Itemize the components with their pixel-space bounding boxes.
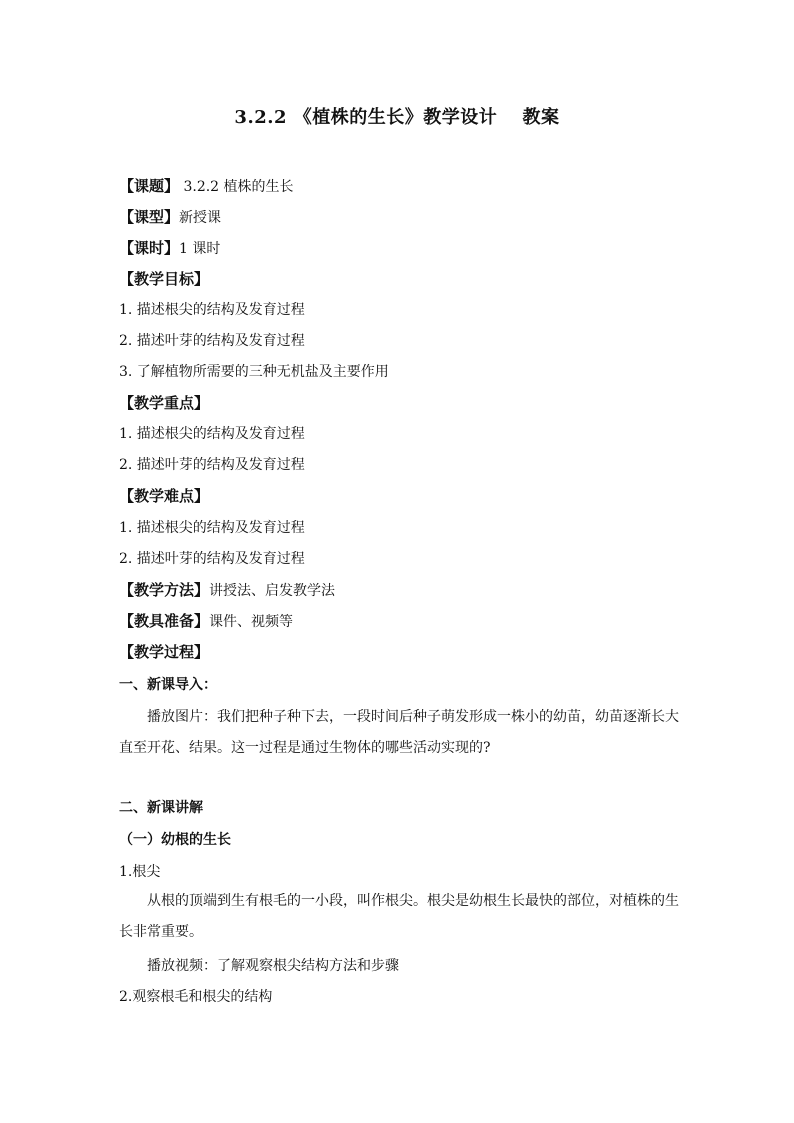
- item-root-tip-video-note: 播放视频：了解观察根尖结构方法和步骤: [147, 958, 399, 974]
- tools-row: [119, 611, 699, 632]
- section-lecture-title: 二、新课讲解: [119, 800, 203, 816]
- section-intro-title: 一、新课导入：: [119, 677, 217, 693]
- lesson-hours-label: 【课时】: [119, 239, 180, 257]
- lesson-hours-row: [119, 238, 699, 259]
- item-root-tip-paragraph: 从根的顶端到生有根毛的一小段，叫作根尖。根尖是幼根生长最快的部位，对植株的生长非常重要。: [119, 893, 679, 940]
- objective-item: 1. 描述根尖的结构及发育过程: [119, 302, 305, 318]
- methods-row: [119, 580, 699, 601]
- methods-value: 讲授法、启发教学法: [209, 583, 336, 599]
- difficulty-item: 2. 描述叶芽的结构及发育过程: [119, 551, 305, 567]
- difficulty-item: 1. 描述根尖的结构及发育过程: [119, 520, 305, 536]
- document-title: 3.2.2 《植株的生长》教学设计 教案: [234, 107, 560, 128]
- topic-row: [119, 176, 699, 197]
- tools-value: 课件、视频等: [209, 614, 294, 630]
- item-observe-title: 2.观察根毛和根尖的结构: [119, 989, 273, 1005]
- objective-item: 2. 描述叶芽的结构及发育过程: [119, 333, 305, 349]
- keypoint-item: 2. 描述叶芽的结构及发育过程: [119, 457, 305, 473]
- topic-label: 【课题】: [119, 177, 180, 195]
- objective-item: 3. 了解植物所需要的三种无机盐及主要作用: [119, 364, 389, 380]
- keypoint-item: 1. 描述根尖的结构及发育过程: [119, 426, 305, 442]
- item-root-tip-title: 1.根尖: [119, 864, 161, 880]
- methods-label: 【教学方法】: [119, 581, 210, 599]
- lesson-type-value: 新授课: [179, 210, 222, 226]
- objectives-heading: 【教学目标】: [119, 270, 210, 288]
- tools-label: 【教具准备】: [119, 612, 210, 630]
- lesson-type-label: 【课型】: [119, 208, 180, 226]
- difficulties-heading: 【教学难点】: [119, 487, 210, 505]
- subsection-root-growth-title: （一）幼根的生长: [119, 832, 231, 848]
- topic-value: 3.2.2 植株的生长: [179, 179, 294, 195]
- lesson-type-row: [119, 207, 699, 228]
- keypoints-heading: 【教学重点】: [119, 394, 210, 412]
- process-heading: 【教学过程】: [119, 643, 210, 661]
- section-intro-paragraph: 播放图片：我们把种子种下去，一段时间后种子萌发形成一株小的幼苗，幼苗逐渐长大直至开花、结果。这一过程是通过生物体的哪些活动实现的?: [119, 709, 679, 756]
- lesson-hours-value: 1 课时: [179, 241, 221, 257]
